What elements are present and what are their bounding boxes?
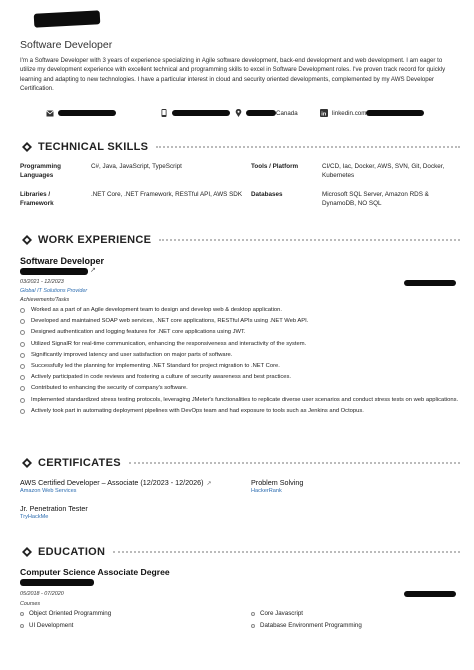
external-link-icon[interactable]: ↗: [90, 267, 96, 274]
skill-value: CI/CD, Iac, Docker, AWS, SVN, Git, Docker, Kubernetes: [322, 163, 445, 179]
redacted-school: [20, 579, 94, 586]
company-description: Global IT Solutions Provider: [20, 288, 88, 294]
diamond-section-icon: [22, 142, 32, 152]
cert-name: AWS Certified Developer – Associate (12/2023 - 12/2026) ↗: [20, 478, 212, 487]
contact-location: [234, 109, 298, 117]
section-divider: [113, 551, 460, 553]
skill-label: Libraries / Framework: [20, 191, 54, 207]
redacted-phone: [172, 110, 230, 116]
diamond-section-icon: [22, 458, 32, 468]
linkedin-url: linkedin.com: [332, 109, 367, 117]
section-certificates: [20, 456, 460, 470]
location-icon: [234, 109, 242, 117]
skill-label: Programming Languages: [20, 163, 61, 179]
redacted-company: [20, 268, 88, 275]
education-dates: 05/2018 - 07/2020: [20, 591, 64, 597]
section-experience: [20, 233, 460, 247]
section-title: TECHNICAL SKILLS: [38, 141, 149, 153]
skill-label: Databases: [251, 191, 283, 198]
list-item: Contributed to enhancing the security of company's software.: [20, 385, 460, 393]
job-title: Software Developer: [20, 256, 105, 266]
section-skills: [20, 140, 460, 154]
redacted-job-location: [404, 280, 456, 286]
cert-name: Problem Solving: [251, 478, 304, 487]
cert-issuer: TryHackMe: [20, 514, 49, 520]
linkedin-icon: [320, 109, 328, 117]
contact-linkedin[interactable]: [320, 109, 424, 117]
contact-email[interactable]: [46, 109, 116, 117]
list-item: Significantly improved latency and user satisfaction on major parts of software.: [20, 352, 460, 360]
section-title: CERTIFICATES: [38, 457, 121, 469]
degree-title: Computer Science Associate Degree: [20, 567, 170, 577]
external-link-icon[interactable]: ↗: [206, 481, 212, 487]
redacted-name: [34, 10, 101, 27]
diamond-section-icon: [22, 235, 32, 245]
redacted-city: [246, 110, 276, 116]
svg-text:in: in: [321, 111, 327, 117]
list-item: Developed and maintained SOAP web services, .NET core applications, RESTful APIs using .NET Web API.: [20, 318, 460, 326]
courses-label: Courses: [20, 601, 41, 607]
skill-value: Microsoft SQL Server, Amazon RDS & DynamoDB, NO SQL: [322, 191, 429, 207]
section-title: EDUCATION: [38, 546, 106, 558]
list-item: Actively participated in code reviews and fostering a culture of security awareness and best practices.: [20, 374, 460, 382]
list-item: Successfully led the planning for implementing .NET Standard for project migration to .NET Core.: [20, 363, 460, 371]
achievements-list: [20, 307, 460, 419]
redacted-school-location: [404, 591, 456, 597]
section-divider: [129, 462, 460, 464]
section-education: [20, 545, 460, 559]
skill-value: C#, Java, JavaScript, TypeScript: [91, 163, 182, 170]
list-item: Core Javascript: [251, 610, 303, 617]
list-item: Worked as a part of an Agile development team to design and develop web & desktop application.: [20, 307, 460, 315]
redacted-linkedin: [366, 110, 424, 116]
page-title: Software Developer: [20, 39, 113, 51]
section-divider: [156, 146, 460, 148]
list-item: Utilized SignalR for real-time communication, enhancing the responsiveness and interactivity of the system.: [20, 341, 460, 349]
list-item: Designed authentication and logging features for .NET core applications using JWT.: [20, 329, 460, 337]
email-icon: [46, 109, 54, 117]
list-item: UI Development: [20, 622, 73, 629]
skill-value: .NET Core, .NET Framework, RESTful API, AWS SDK: [91, 191, 243, 198]
summary-text: I'm a Software Developer with 3 years of experience specializing in Agile software development, back-end development and web development. I am eager to utilize my development experience with excellent technical and programming skills to excel in Software Development roles. I've proven track record for quickly learning and adapting to new technologies. I have a particular interest in cloud and security oriented developments, complemented by my AWS Developer Certification.: [20, 57, 446, 92]
list-item: Actively took part in automating deployment pipelines with DevOps team and had exposure to tools such as Jenkins and Octopus.: [20, 408, 460, 416]
contact-phone[interactable]: [160, 109, 230, 117]
cert-issuer: HackerRank: [251, 488, 282, 494]
contact-row: [20, 109, 460, 121]
redacted-email: [58, 110, 116, 116]
list-item: Implemented standardized stress testing protocols, leveraging JMeter's functionalities to replicate diverse user scenarios and conduct stress tests on web applications.: [20, 397, 460, 405]
section-title: WORK EXPERIENCE: [38, 234, 152, 246]
list-item: Database Environment Programming: [251, 622, 362, 629]
skill-label: Tools / Platform: [251, 163, 299, 170]
phone-icon: [160, 109, 168, 117]
tasks-label: Achievements/Tasks: [20, 297, 70, 303]
cert-name: Jr. Penetration Tester: [20, 504, 88, 513]
list-item: Object Oriented Programming: [20, 610, 111, 617]
section-divider: [159, 239, 460, 241]
job-dates: 03/2021 - 12/2023: [20, 279, 64, 285]
diamond-section-icon: [22, 547, 32, 557]
cert-issuer: Amazon Web Services: [20, 488, 77, 494]
location-country: Canada: [276, 109, 298, 117]
